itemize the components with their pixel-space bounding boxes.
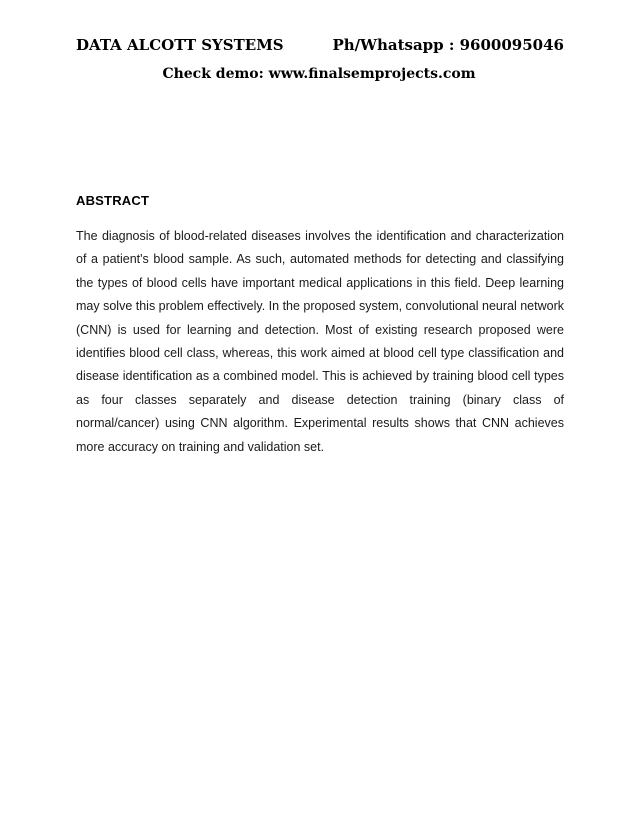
abstract-body: The diagnosis of blood-related diseases involves the identification and characterization of a patient's blood sample. As such, automated methods for detecting and classifying the types of blood cells have important medical applications in this field. Deep learning may solve this problem effectively. In the proposed system, convolutional neural network (CNN) is used for learning and detection. Most of existing research proposed were identifies blood cell class, whereas, this work aimed at blood cell type classification and disease identification as a combined model. This is achieved by training blood cell types as four classes separately and disease detection training (binary class of normal/cancer) using CNN algorithm. Experimental results shows that CNN achieves more accuracy on training and validation set.	[76, 229, 564, 454]
demo-link-text: Check demo: www.finalsemprojects.com	[162, 66, 476, 82]
company-name: DATA ALCOTT SYSTEMS	[76, 36, 284, 54]
abstract-heading: ABSTRACT	[76, 193, 150, 208]
page-header	[76, 36, 564, 58]
contact-phone: Ph/Whatsapp : 9600095046	[332, 36, 564, 54]
